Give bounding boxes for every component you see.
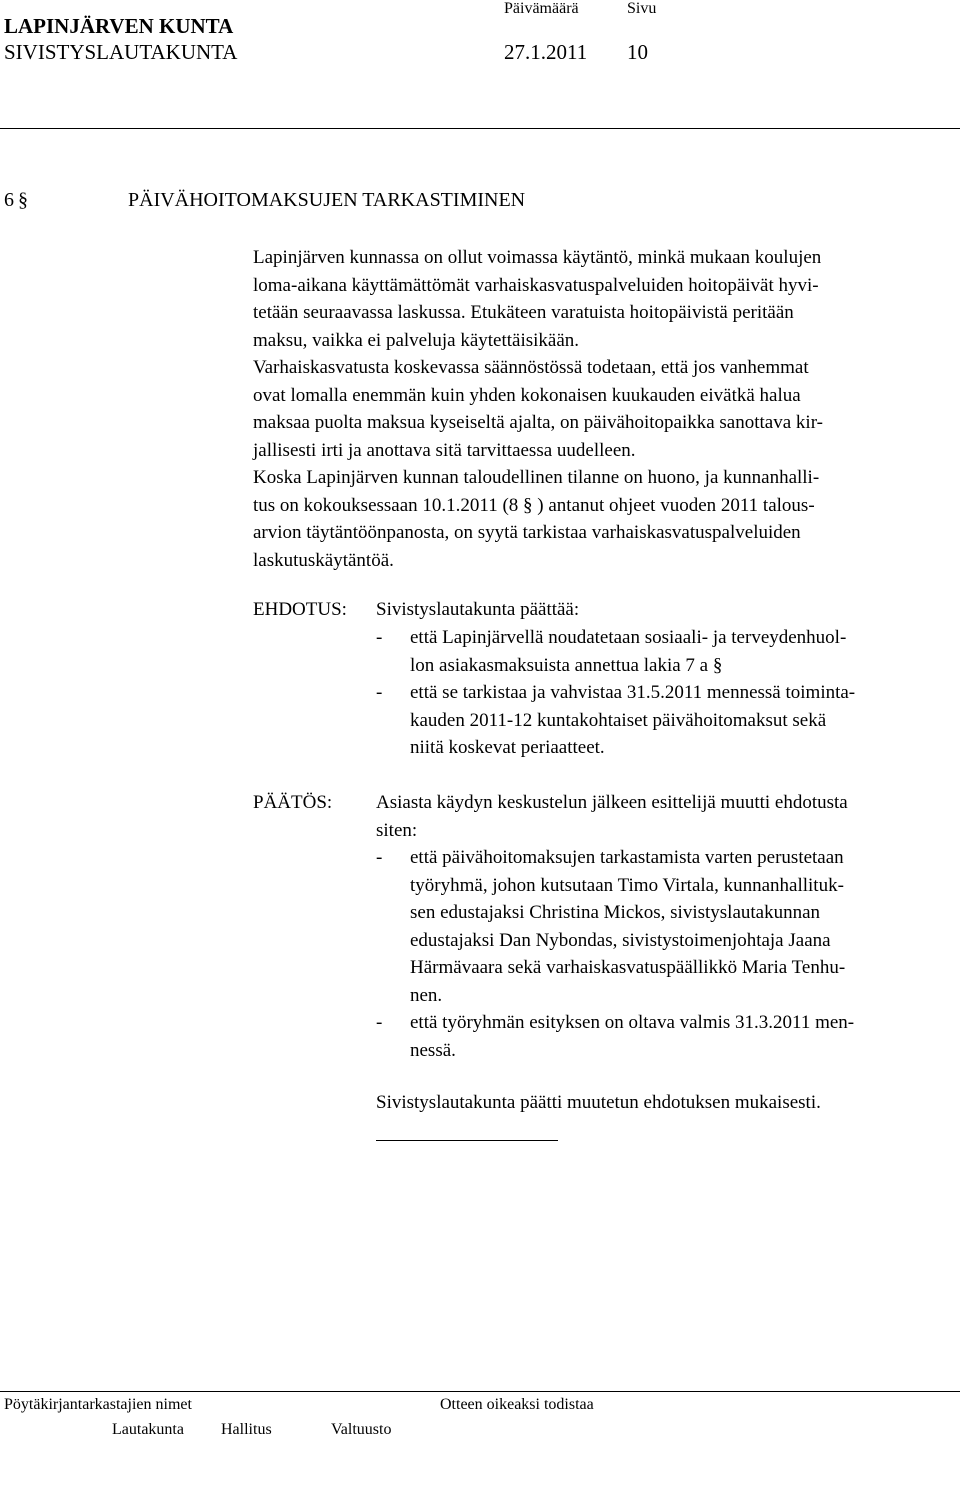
date-label: Päivämäärä (504, 0, 579, 17)
proposal-label: EHDOTUS: (253, 599, 347, 620)
body-line: jallisesti irti ja anottava sitä tarvittaessa uudelleen. (253, 439, 636, 461)
decision-line: nessä. (410, 1039, 456, 1061)
proposal-line: kauden 2011-12 kuntakohtaiset päivähoitomaksut sekä (410, 709, 827, 731)
header-divider (0, 128, 960, 129)
decision-intro (376, 789, 848, 844)
decision-line: että työryhmän esityksen on oltava valmis 31.3.2011 men- (410, 1012, 855, 1033)
decision-intro-line: Asiasta käydyn keskustelun jälkeen esittelijä muutti ehdotusta (376, 792, 848, 813)
board-name: SIVISTYSLAUTAKUNTA (4, 40, 238, 64)
section-title: PÄIVÄHOITOMAKSUJEN TARKASTIMINEN (128, 189, 526, 211)
body-text (253, 244, 953, 574)
decision-label: PÄÄTÖS: (253, 792, 333, 813)
list-dash: - (376, 627, 383, 648)
proposal-line: että se tarkistaa ja vahvistaa 31.5.2011 mennessä toiminta- (410, 682, 856, 703)
closing-line (376, 1140, 558, 1141)
decision-intro-line: siten: (376, 819, 418, 841)
body-line: Lapinjärven kunnassa on ollut voimassa käytäntö, minkä mukaan koulujen (253, 247, 822, 268)
proposal-item (376, 624, 956, 679)
body-line: arvion täytäntöönpanosta, on syytä tarkistaa varhaiskasvatuspalveluiden (253, 522, 801, 543)
body-line: Koska Lapinjärven kunnan taloudellinen tilanne on huono, ja kunnanhalli- (253, 467, 820, 488)
proposal-intro: Sivistyslautakunta päättää: (376, 599, 580, 620)
list-dash: - (376, 847, 383, 868)
footer-divider (0, 1391, 960, 1392)
body-line: maksaa puolta maksua kyseiseltä ajalta, on päivähoitopaikka sanottava kir- (253, 412, 823, 433)
section-number: 6 (4, 189, 14, 211)
body-line: tus on kokouksessaan 10.1.2011 (8 § ) antanut ohjeet vuoden 2011 talous- (253, 494, 815, 516)
checkers-label: Pöytäkirjantarkastajien nimet (4, 1396, 192, 1413)
page-label: Sivu (627, 0, 657, 17)
body-line: laskutuskäytäntöä. (253, 549, 394, 571)
section-sign: § (18, 189, 28, 211)
organization-name: LAPINJÄRVEN KUNTA (4, 14, 234, 38)
proposal-list (376, 624, 956, 762)
decision-conclusion: Sivistyslautakunta päätti muutetun ehdotuksen mukaisesti. (376, 1092, 821, 1113)
decision-line: että päivähoitomaksujen tarkastamista varten perustetaan (410, 847, 844, 868)
decision-item (376, 1009, 956, 1064)
decision-list (376, 844, 956, 1064)
decision-line: työryhmä, johon kutsutaan Timo Virtala, kunnanhallituk- (410, 874, 844, 896)
certified-label: Otteen oikeaksi todistaa (440, 1396, 594, 1413)
decision-line: Härmävaara sekä varhaiskasvatuspäällikkö Maria Tenhu- (410, 957, 846, 978)
body-line: maksu, vaikka ei palveluja käytettäisikään. (253, 329, 580, 351)
decision-line: nen. (410, 984, 443, 1006)
footer-column-valtuusto: Valtuusto (331, 1421, 392, 1438)
footer-column-hallitus: Hallitus (221, 1421, 272, 1438)
proposal-item (376, 679, 956, 762)
proposal-line: niitä koskevat periaatteet. (410, 737, 605, 758)
body-line: loma-aikana käyttämättömät varhaiskasvatuspalveluiden hoitopäivät hyvi- (253, 274, 819, 296)
proposal-line: lon asiakasmaksuista annettua lakia 7 a § (410, 654, 723, 676)
body-line: Varhaiskasvatusta koskevassa säännöstössä todetaan, että jos vanhemmat (253, 357, 809, 378)
proposal-line: että Lapinjärvellä noudatetaan sosiaali- ja terveydenhuol- (410, 627, 847, 648)
body-line: tetään seuraavassa laskussa. Etukäteen varatuista hoitopäivistä peritään (253, 302, 794, 323)
footer-column-lautakunta: Lautakunta (112, 1421, 184, 1438)
list-dash: - (376, 682, 383, 703)
decision-line: sen edustajaksi Christina Mickos, sivistyslautakunnan (410, 902, 821, 923)
body-line: ovat lomalla enemmän kuin yhden kokonaisen kuukauden eivätkä halua (253, 384, 801, 406)
decision-item (376, 844, 956, 1009)
page-value: 10 (627, 40, 648, 64)
decision-line: edustajaksi Dan Nybondas, sivistystoimenjohtaja Jaana (410, 929, 831, 951)
date-value: 27.1.2011 (504, 40, 588, 64)
list-dash: - (376, 1012, 383, 1033)
